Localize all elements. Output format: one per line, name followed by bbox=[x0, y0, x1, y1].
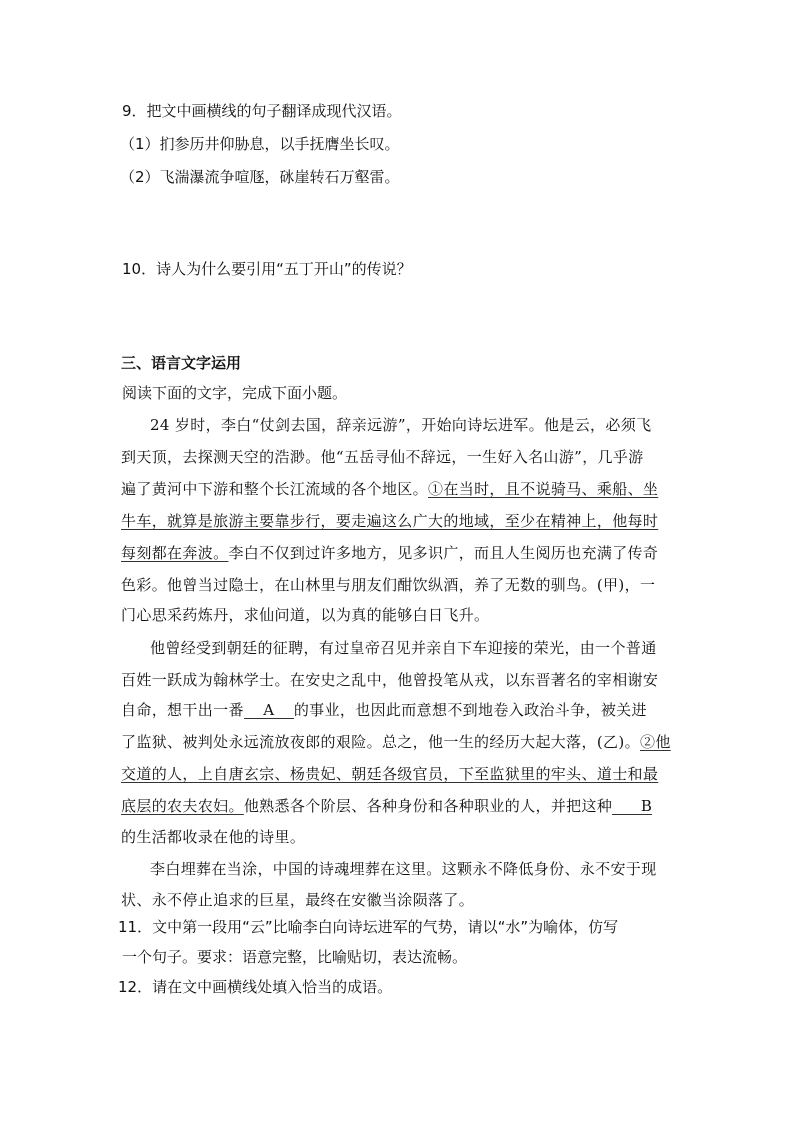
q11-line-1: 11．文中第一段用“云”比喻李白向诗坛进军的气势，请以“水”为喻体，仿写 bbox=[118, 918, 619, 936]
passage-line: 百姓一跃成为翰林学士。在安史之乱中，他曾投笔从戎，以东晋著名的宰相谢安 bbox=[121, 671, 659, 689]
section-3-heading: 三、语言文字运用 bbox=[121, 354, 242, 372]
passage-text: 遍了黄河中下游和整个长江流域的各个地区。 bbox=[121, 480, 429, 498]
passage-line: 他曾经受到朝廷的征聘，有过皇帝召见并亲自下车迎接的荣光，由一个普通 bbox=[150, 639, 657, 657]
blank-a: A bbox=[244, 703, 294, 719]
underlined-sentence-2: 底层的农夫农妇。 bbox=[121, 797, 244, 815]
underlined-sentence-2: ②他 bbox=[639, 733, 671, 751]
passage-text: 了监狱、被判处永远流放夜郎的艰险。总之，他一生的经历大起大落，(乙)。 bbox=[121, 733, 640, 751]
underlined-sentence-1: ①在当时，且不说骑马、乘船、坐 bbox=[428, 480, 659, 498]
blank-b: B bbox=[612, 799, 652, 815]
passage-line bbox=[121, 795, 652, 816]
passage-line bbox=[121, 699, 647, 720]
q9-item-1: （1）扪参历井仰胁息，以手抚膺坐长叹。 bbox=[120, 135, 400, 153]
passage-line: 色彩。他曾当过隐士，在山林里与朋友们酣饮纵酒，养了无数的驯鸟。(甲)，一 bbox=[121, 576, 656, 594]
passage-line bbox=[121, 731, 671, 752]
passage-text: 他熟悉各个阶层、各种身份和各种职业的人，并把这种 bbox=[243, 797, 613, 815]
underlined-sentence-1: 牛车，就算是旅游主要靠步行，要走遍这么广大的地域，至少在精神上，他每时 bbox=[121, 512, 659, 530]
passage-line: 状、永不停止追求的巨星，最终在安徽当涂陨落了。 bbox=[121, 891, 475, 909]
passage-line: 的生活都收录在他的诗里。 bbox=[121, 828, 306, 846]
underlined-sentence-1: 每刻都在奔波。 bbox=[121, 544, 229, 562]
passage-line: 到天顶，去探测天空的浩渺。他“五岳寻仙不辞远，一生好入名山游”，几乎游 bbox=[121, 448, 644, 466]
passage-text: 自命，想干出一番 bbox=[121, 701, 244, 719]
section-3-instruction: 阅读下面的文字，完成下面小题。 bbox=[122, 384, 348, 402]
passage-line: 李白埋葬在当涂，中国的诗魂埋葬在这里。这颗永不降低身份、永不安于现 bbox=[150, 860, 657, 878]
passage-line bbox=[121, 478, 658, 499]
passage-line bbox=[121, 542, 658, 563]
passage-text: 李白不仅到过许多地方，见多识广，而且人生阅历也充满了传奇 bbox=[228, 544, 659, 562]
passage-text: 的事业，也因此而意想不到地卷入政治斗争，被关进 bbox=[293, 701, 647, 719]
q9-item-2: （2）飞湍瀑流争喧豗，砯崖转石万壑雷。 bbox=[120, 168, 400, 186]
q12-prompt: 12．请在文中画横线处填入恰当的成语。 bbox=[118, 978, 393, 996]
underlined-sentence-2: 交道的人，上自唐玄宗、杨贵妃、朝廷各级官员，下至监狱里的牢头、道士和最 bbox=[121, 765, 659, 783]
q9-prompt: 9．把文中画横线的句子翻译成现代汉语。 bbox=[122, 102, 402, 120]
q11-line-2: 一个句子。要求：语意完整，比喻贴切，表达流畅。 bbox=[122, 948, 468, 966]
passage-line: 门心思采药炼丹，求仙问道，以为真的能够白日飞升。 bbox=[121, 606, 490, 624]
q10-prompt: 10．诗人为什么要引用“五丁开山”的传说？ bbox=[122, 260, 412, 278]
passage-line: 24 岁时，李白“仗剑去国，辞亲远游”，开始向诗坛进军。他是云，必须飞 bbox=[150, 416, 652, 434]
